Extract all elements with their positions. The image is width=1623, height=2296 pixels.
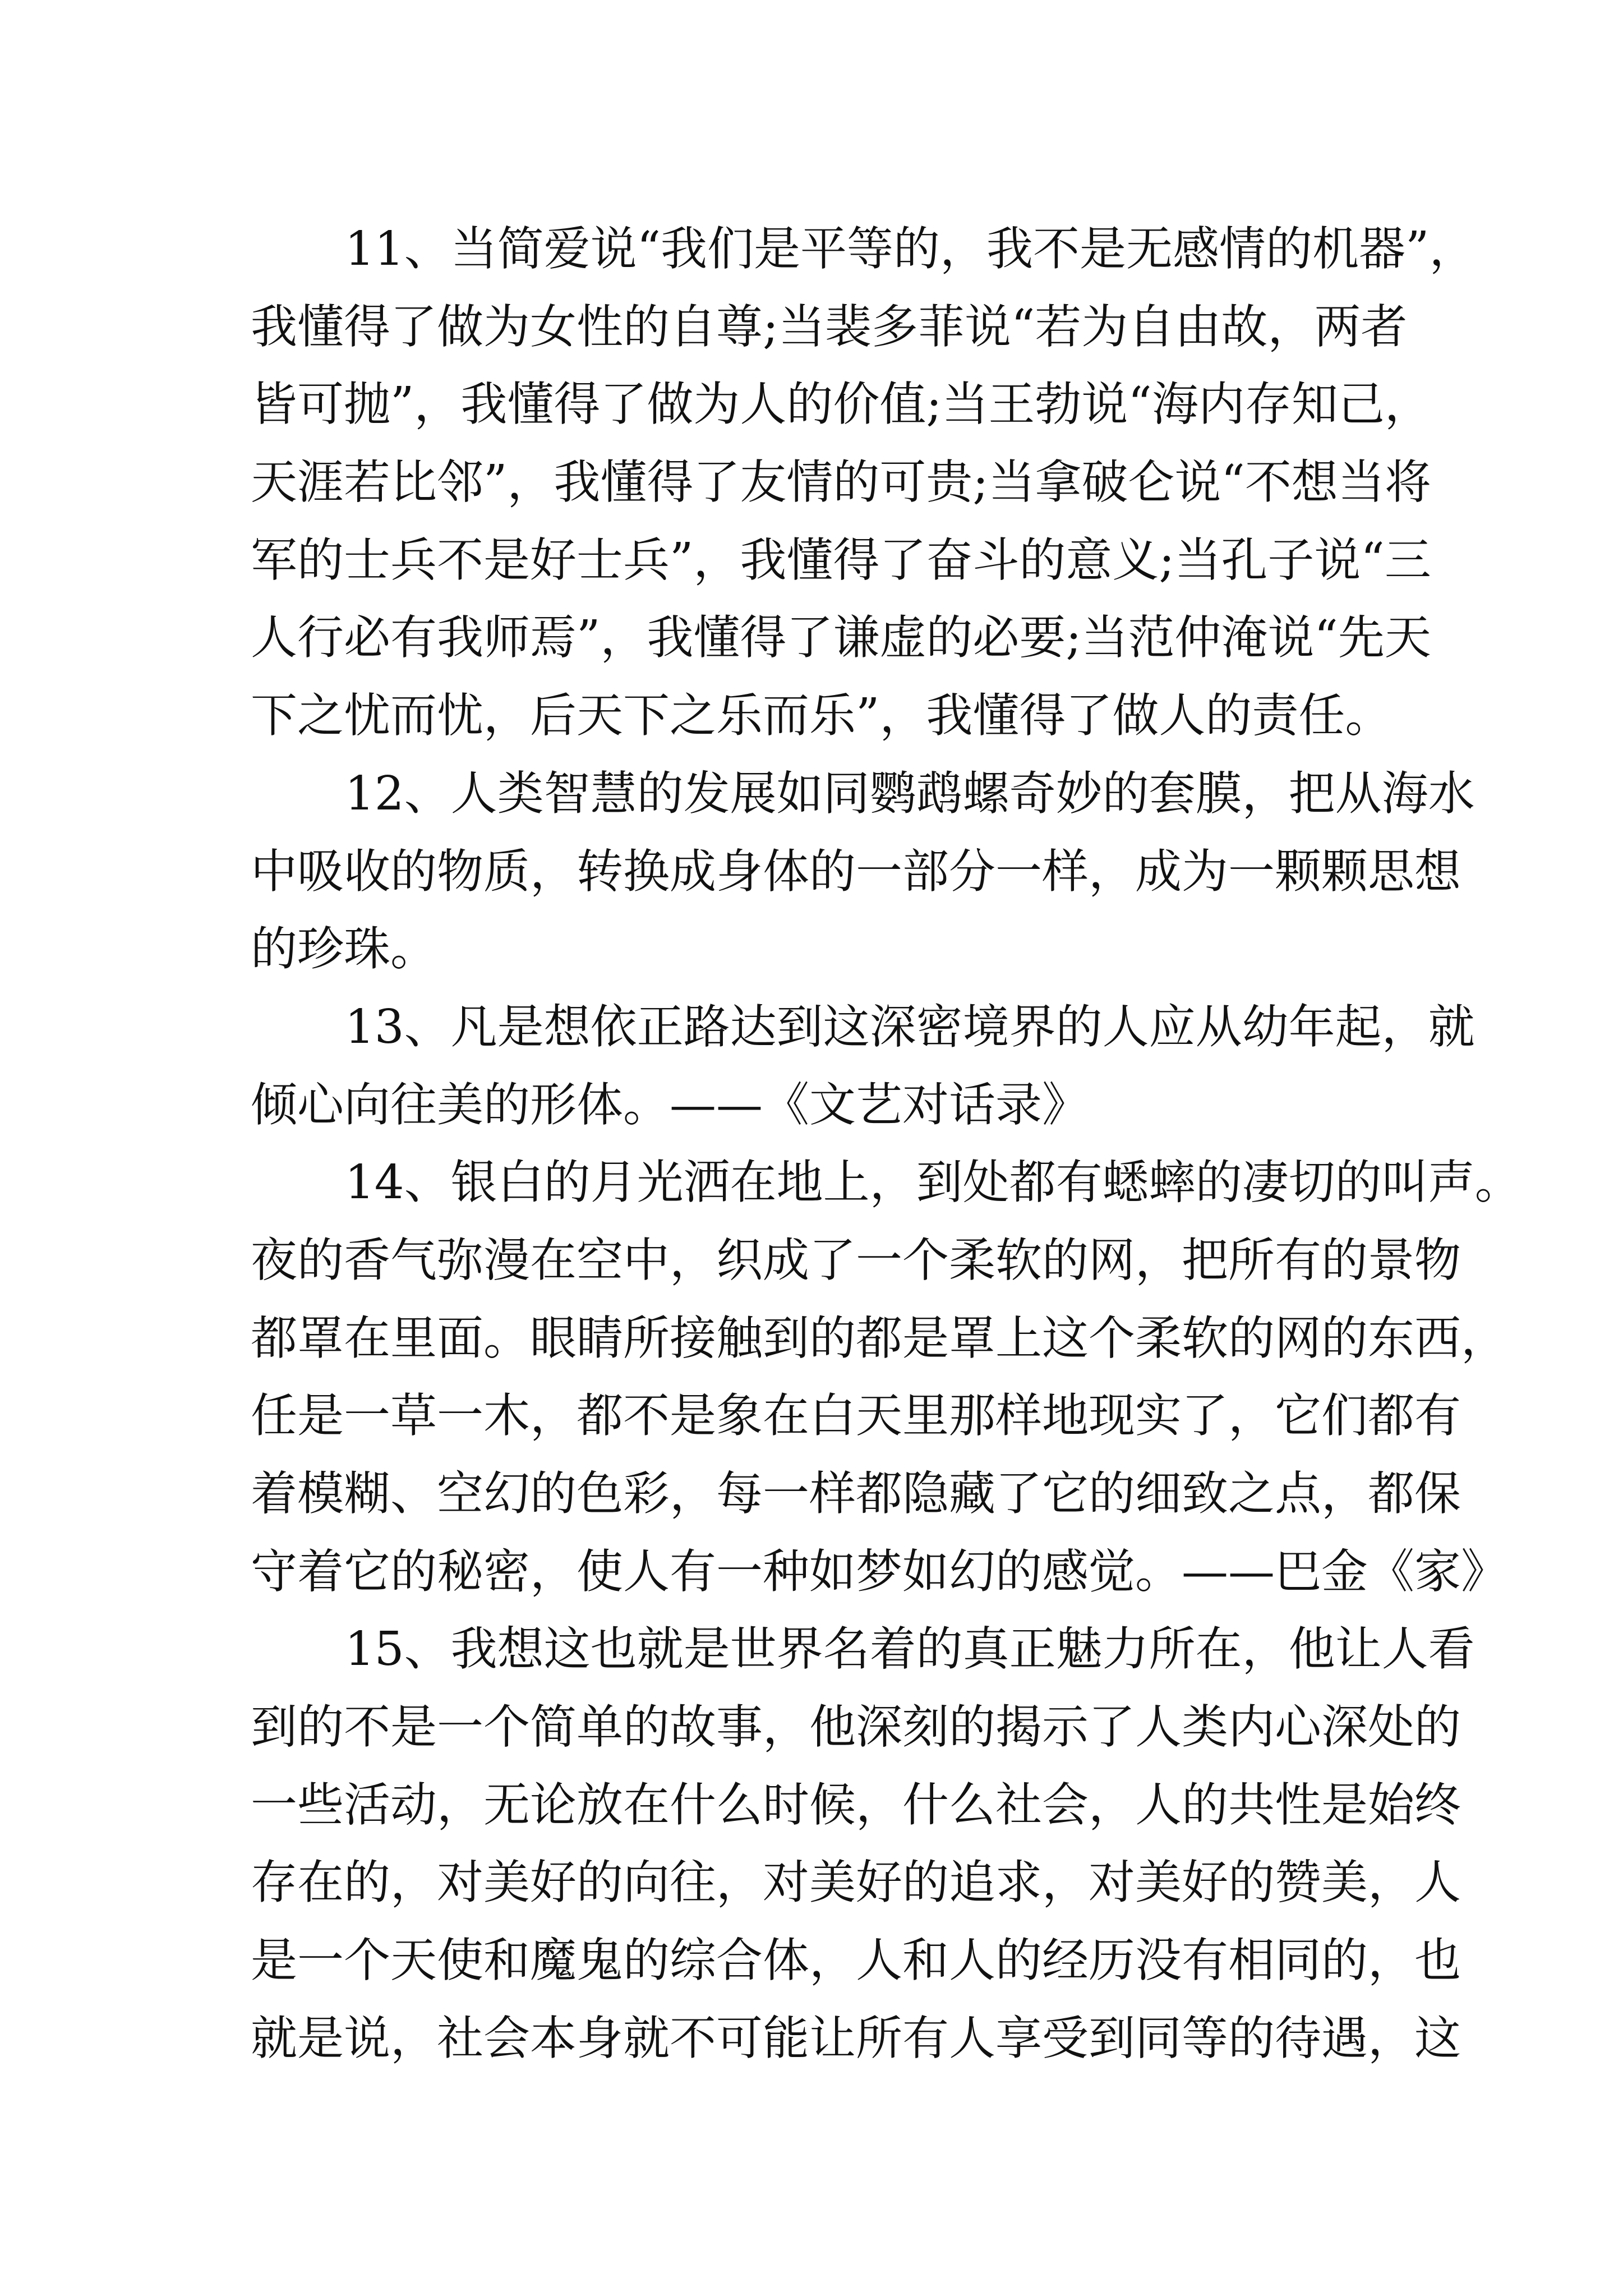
text-line: 12、人类智慧的发展如同鹦鹉螺奇妙的套膜，把从海水 [345,766,1475,821]
text-line: 的珍珠。 [251,922,437,977]
text-line: 守着它的秘密，使人有一种如梦如幻的感觉。——巴金《家》 [251,1544,1507,1599]
text-line: 天涯若比邻”，我懂得了友情的可贵;当拿破仑说“不想当将 [251,455,1431,510]
text-line: 是一个天使和魔鬼的综合体，人和人的经历没有相同的，也 [251,1933,1461,1988]
text-line: 到的不是一个简单的故事，他深刻的揭示了人类内心深处的 [251,1700,1461,1755]
text-line: 下之忧而忧，后天下之乐而乐”，我懂得了做人的责任。 [251,688,1392,743]
text-line: 14、银白的月光洒在地上，到处都有蟋蟀的凄切的叫声。 [345,1155,1521,1210]
text-line: 13、凡是想依正路达到这深密境界的人应从幼年起，就 [345,999,1475,1054]
text-line: 军的士兵不是好士兵”，我懂得了奋斗的意义;当孔子说“三 [251,532,1431,587]
text-line: 倾心向往美的形体。——《文艺对话录》 [251,1077,1089,1132]
text-line: 任是一草一木，都不是象在白天里那样地现实了，它们都有 [251,1388,1461,1443]
paragraph-12 [251,755,1475,988]
text-line: 存在的，对美好的向往，对美好的追求，对美好的赞美，人 [251,1855,1461,1910]
text-line: 我懂得了做为女性的自尊;当裴多菲说“若为自由故，两者 [251,299,1408,354]
paragraph-13 [251,988,1475,1144]
paragraph-14 [251,1144,1521,1611]
paragraph-15 [251,1611,1475,2077]
text-line: 就是说，社会本身就不可能让所有人享受到同等的待遇，这 [251,2010,1461,2065]
text-line: 11、当简爱说“我们是平等的，我不是无感情的机器”， [345,222,1476,276]
text-line: 都罩在里面。眼睛所接触到的都是罩上这个柔软的网的东西， [251,1310,1507,1365]
paragraph-11 [251,210,1476,755]
text-line: 15、我想这也就是世界名着的真正魅力所在，他让人看 [345,1622,1475,1677]
text-line: 一些活动，无论放在什么时候，什么社会，人的共性是始终 [251,1777,1461,1832]
text-line: 人行必有我师焉”，我懂得了谦虚的必要;当范仲淹说“先天 [251,610,1431,665]
text-line: 着模糊、空幻的色彩，每一样都隐藏了它的细致之点，都保 [251,1466,1461,1521]
document-body [251,210,1521,2078]
text-line: 皆可抛”，我懂得了做为人的价值;当王勃说“海内存知己， [251,377,1431,432]
text-line: 中吸收的物质，转换成身体的一部分一样，成为一颗颗思想 [251,844,1461,899]
text-line: 夜的香气弥漫在空中，织成了一个柔软的网，把所有的景物 [251,1232,1461,1287]
